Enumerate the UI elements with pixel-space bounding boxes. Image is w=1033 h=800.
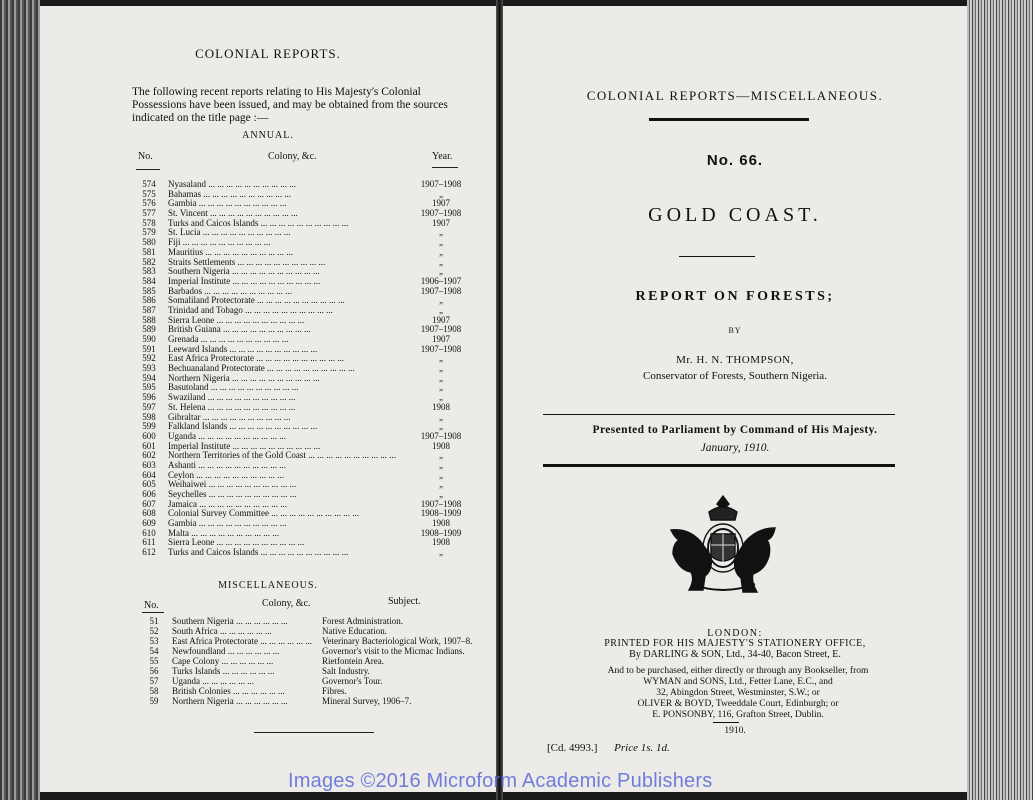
table-row xyxy=(130,287,480,297)
rule xyxy=(713,722,739,723)
row-colony: Sierra Leone ... . xyxy=(168,538,412,548)
row-colony: Jamaica ... . xyxy=(168,500,412,510)
misc-report-list xyxy=(136,616,486,706)
row-number: 600 xyxy=(142,430,156,441)
report-title: REPORT ON FORESTS; xyxy=(635,289,835,304)
row-number: 599 xyxy=(142,421,156,432)
row-number: 589 xyxy=(142,324,156,335)
row-number: 54 xyxy=(149,646,159,656)
row-year: „ xyxy=(439,459,443,470)
table-row xyxy=(130,529,480,539)
row-colony: Gibraltar ... . xyxy=(168,413,412,423)
row-number: 598 xyxy=(142,411,156,422)
row-number: 607 xyxy=(142,498,156,509)
row-number: 574 xyxy=(142,179,156,189)
row-year: „ xyxy=(439,392,443,403)
misc-col-subject: Subject. xyxy=(388,596,421,607)
row-subject: Governor's visit to the Micmac Indians. xyxy=(322,646,465,656)
table-row xyxy=(130,383,480,393)
row-number: 605 xyxy=(142,479,156,490)
row-colony: Cape Colony ... . xyxy=(172,656,322,666)
series-title: COLONIAL REPORTS—MISCELLANEOUS. xyxy=(586,88,884,103)
row-colony: Seychelles ... . xyxy=(168,490,412,500)
table-row xyxy=(130,306,480,316)
row-colony: St. Helena ... . xyxy=(168,403,412,413)
presented-date: January, 1910. xyxy=(700,442,770,454)
row-colony: Southern Nigeria ... . xyxy=(168,267,412,277)
table-row xyxy=(130,451,480,461)
table-row xyxy=(130,180,480,190)
price: Price 1s. 1d. xyxy=(614,742,670,754)
row-colony: Barbados ... . xyxy=(168,287,412,297)
imprint-printer: By DARLING & SON, Ltd., 34-40, Bacon Street, E. xyxy=(629,649,841,660)
row-number: 582 xyxy=(142,256,156,267)
row-number: 604 xyxy=(142,469,156,480)
annual-col-no: No. xyxy=(138,151,153,162)
row-colony: Ceylon ... . xyxy=(168,471,412,481)
row-number: 611 xyxy=(142,537,156,548)
row-colony: Uganda ... . xyxy=(172,676,322,686)
table-row xyxy=(136,696,486,706)
imprint-printed: PRINTED FOR HIS MAJESTY'S STATIONERY OFFICE, xyxy=(604,638,866,649)
table-row xyxy=(130,190,480,200)
row-year: 1908 xyxy=(432,537,450,548)
cd-number: [Cd. 4993.] xyxy=(547,742,598,754)
table-row xyxy=(130,509,480,519)
row-colony: Colonial Survey Committee ... . xyxy=(168,509,412,519)
row-subject: Governor's Tour. xyxy=(322,676,383,686)
table-row xyxy=(130,248,480,258)
row-colony: Swaziland ... . xyxy=(168,393,412,403)
row-year: 1908 xyxy=(432,401,450,412)
row-year: „ xyxy=(439,246,443,257)
book-gutter xyxy=(496,0,503,800)
row-number: 609 xyxy=(142,518,156,529)
row-colony: Imperial Institute ... . xyxy=(168,442,412,452)
book-edge-right xyxy=(967,0,1033,800)
table-row xyxy=(130,296,480,306)
table-row xyxy=(130,258,480,268)
table-row xyxy=(130,471,480,481)
row-number: 55 xyxy=(149,656,159,666)
row-colony: Gambia ... . xyxy=(168,519,412,529)
row-colony: Somaliland Protectorate ... . xyxy=(168,296,412,306)
row-colony: Ashanti ... . xyxy=(168,461,412,471)
row-number: 596 xyxy=(142,392,156,403)
rule xyxy=(432,167,458,168)
imprint-city: LONDON: xyxy=(707,628,763,639)
row-colony: Grenada ... . xyxy=(168,335,412,345)
row-number: 585 xyxy=(142,285,156,296)
row-colony: Turks and Caicos Islands ... . xyxy=(168,548,412,558)
row-number: 577 xyxy=(142,208,156,219)
row-year: 1907 xyxy=(432,314,450,325)
row-number: 59 xyxy=(149,696,159,706)
row-colony: Northern Territories of the Gold Coast ... . xyxy=(168,451,412,461)
row-year: 1908–1909 xyxy=(420,527,462,538)
row-number: 583 xyxy=(142,266,156,277)
row-number: 56 xyxy=(149,666,159,676)
row-number: 579 xyxy=(142,227,156,238)
row-number: 612 xyxy=(142,547,156,558)
rule xyxy=(649,118,809,121)
row-colony: British Colonies ... . xyxy=(172,686,322,696)
row-colony: Uganda ... . xyxy=(168,432,412,442)
row-year: 1907 xyxy=(432,334,450,344)
colony-title: GOLD COAST. xyxy=(648,204,822,226)
row-number: 580 xyxy=(142,237,156,248)
row-subject: Veterinary Bacteriological Work, 1907–8. xyxy=(322,636,473,646)
rule xyxy=(254,732,374,733)
table-row xyxy=(130,345,480,355)
row-number: 608 xyxy=(142,508,156,519)
row-year: „ xyxy=(439,450,443,461)
imprint-year: 1910. xyxy=(724,726,746,736)
row-year: „ xyxy=(439,372,443,383)
table-row xyxy=(130,219,480,229)
row-year: „ xyxy=(439,382,443,393)
row-year: 1907–1908 xyxy=(420,324,462,335)
row-subject: Forest Administration. xyxy=(322,616,403,626)
row-year: „ xyxy=(439,266,443,277)
row-year: 1907–1908 xyxy=(420,179,462,189)
right-page xyxy=(503,6,967,792)
row-colony: Straits Settlements ... . xyxy=(168,258,412,268)
row-number: 590 xyxy=(142,334,156,344)
row-year: 1907–1908 xyxy=(420,430,462,441)
row-colony: British Guiana ... . xyxy=(168,325,412,335)
row-colony: Bechuanaland Protectorate ... . xyxy=(168,364,412,374)
annual-col-year: Year. xyxy=(432,151,453,162)
row-number: 581 xyxy=(142,246,156,257)
row-colony: Sierra Leone ... . xyxy=(168,316,412,326)
row-colony: Northern Nigeria ... . xyxy=(168,374,412,384)
author-role: Conservator of Forests, Southern Nigeria. xyxy=(643,370,827,382)
annual-report-list xyxy=(130,180,480,558)
row-number: 587 xyxy=(142,304,156,315)
row-year: „ xyxy=(439,227,443,238)
royal-coat-of-arms-icon xyxy=(661,492,785,602)
row-colony: Falkland Islands ... . xyxy=(168,422,412,432)
rule xyxy=(142,612,164,613)
row-number: 575 xyxy=(142,188,156,199)
row-colony: Fiji ... . xyxy=(168,238,412,248)
row-colony: St. Vincent ... . xyxy=(168,209,412,219)
row-colony: Trinidad and Tobago ... . xyxy=(168,306,412,316)
table-row xyxy=(130,548,480,558)
row-number: 597 xyxy=(142,401,156,412)
table-row xyxy=(136,676,486,686)
table-row xyxy=(136,626,486,636)
row-colony: Turks and Caicos Islands ... . xyxy=(168,219,412,229)
row-year: „ xyxy=(439,237,443,248)
row-year: 1907–1908 xyxy=(420,498,462,509)
seller-line: WYMAN and SONS, Ltd., Fetter Lane, E.C., and xyxy=(643,677,833,687)
seller-line: And to be purchased, either directly or through any Bookseller, from xyxy=(607,666,869,676)
table-row xyxy=(130,403,480,413)
row-year: „ xyxy=(439,304,443,315)
table-row xyxy=(130,393,480,403)
row-colony: Southern Nigeria ... . xyxy=(172,616,322,626)
row-year: „ xyxy=(439,353,443,364)
row-year: „ xyxy=(439,489,443,499)
seller-line: E. PONSONBY, 116, Grafton Street, Dublin. xyxy=(652,710,824,720)
by-line: BY xyxy=(728,326,742,335)
presented-line: Presented to Parliament by Command of His Majesty. xyxy=(592,424,878,436)
seller-line: 32, Abingdon Street, Westminster, S.W.; or xyxy=(656,688,820,698)
table-row xyxy=(130,432,480,442)
row-year: 1907–1908 xyxy=(420,343,462,354)
row-subject: Rietfontein Area. xyxy=(322,656,384,666)
table-row xyxy=(130,538,480,548)
intro-paragraph: The following recent reports relating to His Majesty's Colonial Possessions have been issued, and may be obtained from the sources indicated on the title page :— xyxy=(132,86,448,124)
row-number: 578 xyxy=(142,217,156,228)
table-row xyxy=(130,209,480,219)
row-year: „ xyxy=(439,479,443,490)
row-year: 1907–1908 xyxy=(420,208,462,219)
row-number: 594 xyxy=(142,372,156,383)
row-subject: Fibres. xyxy=(322,686,347,696)
price-line xyxy=(547,742,670,754)
rule xyxy=(543,414,895,415)
row-number: 52 xyxy=(149,626,159,636)
row-colony: Bahamas ... . xyxy=(168,190,412,200)
row-number: 588 xyxy=(142,314,156,325)
book-edge-left xyxy=(0,0,40,800)
row-subject: Mineral Survey, 1906–7. xyxy=(322,696,412,706)
row-subject: Salt Industry. xyxy=(322,666,370,676)
row-year: 1907–1908 xyxy=(420,285,462,296)
annual-heading: ANNUAL. xyxy=(242,130,294,141)
row-colony: St. Lucia ... . xyxy=(168,228,412,238)
row-number: 57 xyxy=(149,676,159,686)
row-subject: Native Education. xyxy=(322,626,387,636)
table-row xyxy=(130,354,480,364)
row-year: „ xyxy=(439,188,443,199)
table-row xyxy=(130,364,480,374)
row-number: 592 xyxy=(142,353,156,364)
left-page xyxy=(40,6,496,792)
row-number: 610 xyxy=(142,527,156,538)
row-number: 601 xyxy=(142,440,156,451)
row-year: „ xyxy=(439,421,443,432)
row-colony: Nyasaland ... . xyxy=(168,180,412,190)
table-row xyxy=(130,480,480,490)
row-number: 58 xyxy=(149,686,159,696)
seller-line: OLIVER & BOYD, Tweeddale Court, Edinburgh; or xyxy=(637,699,839,709)
table-row xyxy=(130,325,480,335)
row-colony: East Africa Protectorate ... . xyxy=(172,636,322,646)
row-number: 606 xyxy=(142,489,156,499)
table-row xyxy=(130,461,480,471)
seller-list xyxy=(533,666,943,721)
rule xyxy=(679,256,755,257)
misc-heading: MISCELLANEOUS. xyxy=(218,580,318,591)
row-year: „ xyxy=(439,363,443,374)
row-number: 586 xyxy=(142,295,156,306)
annual-col-colony: Colony, &c. xyxy=(268,151,317,162)
row-colony: Northern Nigeria ... . xyxy=(172,696,322,706)
watermark: Images ©2016 Microform Academic Publishers xyxy=(288,770,713,792)
misc-col-no: No. xyxy=(144,600,159,611)
row-colony: Basutoland ... . xyxy=(168,383,412,393)
row-year: 1907 xyxy=(432,198,450,209)
author-name: Mr. H. N. THOMPSON, xyxy=(676,354,794,366)
row-year: 1906–1907 xyxy=(420,275,462,286)
row-colony: Imperial Institute ... . xyxy=(168,277,412,287)
row-year: „ xyxy=(439,411,443,422)
row-year: „ xyxy=(439,469,443,480)
rule xyxy=(543,464,895,467)
row-colony: Malta ... . xyxy=(168,529,412,539)
row-colony: Weihaiwei ... . xyxy=(168,480,412,490)
rule xyxy=(136,169,160,170)
row-number: 591 xyxy=(142,343,156,354)
table-row xyxy=(130,374,480,384)
row-colony: Leeward Islands ... . xyxy=(168,345,412,355)
misc-col-colony: Colony, &c. xyxy=(262,598,311,609)
table-row xyxy=(130,413,480,423)
row-number: 51 xyxy=(149,616,159,626)
table-row xyxy=(136,656,486,666)
row-colony: Turks Islands ... . xyxy=(172,666,322,676)
row-year: 1907 xyxy=(432,217,450,228)
table-row xyxy=(136,646,486,656)
table-row xyxy=(136,636,486,646)
row-number: 584 xyxy=(142,275,156,286)
row-colony: Newfoundland ... . xyxy=(172,646,322,656)
row-year: „ xyxy=(439,256,443,267)
row-year: 1908 xyxy=(432,518,450,529)
table-row xyxy=(136,666,486,676)
row-number: 595 xyxy=(142,382,156,393)
row-year: „ xyxy=(439,295,443,306)
left-page-title: COLONIAL REPORTS. xyxy=(195,46,341,61)
row-number: 593 xyxy=(142,363,156,374)
row-colony: East Africa Protectorate ... . xyxy=(168,354,412,364)
row-colony: Gambia ... . xyxy=(168,199,412,209)
table-row xyxy=(130,442,480,452)
table-row xyxy=(136,686,486,696)
table-row xyxy=(136,616,486,626)
row-number: 53 xyxy=(149,636,159,646)
row-number: 602 xyxy=(142,450,156,461)
report-number: No. 66. xyxy=(706,152,764,169)
row-year: 1908 xyxy=(432,440,450,451)
row-year: 1908–1909 xyxy=(420,508,462,519)
table-row xyxy=(130,238,480,248)
table-row xyxy=(130,228,480,238)
row-colony: South Africa ... . xyxy=(172,626,322,636)
row-number: 603 xyxy=(142,459,156,470)
row-colony: Mauritius ... . xyxy=(168,248,412,258)
row-year: „ xyxy=(439,547,443,558)
row-number: 576 xyxy=(142,198,156,209)
